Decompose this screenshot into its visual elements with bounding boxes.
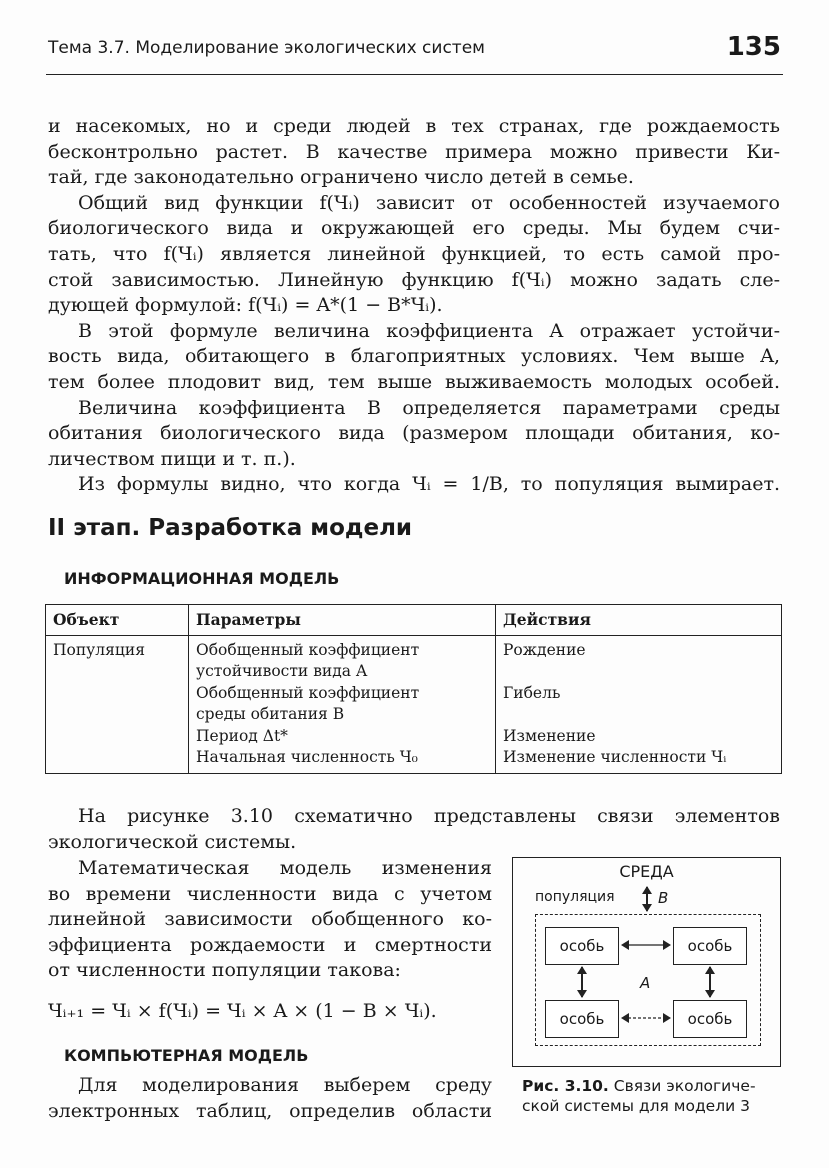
math-paragraph [48, 856, 492, 984]
action-line: Изменение [503, 726, 596, 745]
text-line: тай, где законодательно ограничено число детей в семье. [48, 166, 634, 189]
object-cell: Популяция [46, 635, 189, 773]
individual-box: особь [545, 927, 619, 965]
section-heading: II этап. Разработка модели [48, 515, 413, 541]
action-line: Гибель [503, 683, 561, 702]
last-paragraph [48, 1073, 492, 1124]
table-row [46, 635, 782, 773]
formula-text: Чᵢ₊₁ = Чᵢ × f(Чᵢ) = Чᵢ × A × (1 − B × Чᵢ). [48, 1000, 437, 1022]
parameter-line: среды обитания B [196, 705, 345, 723]
info-model-heading: ИНФОРМАЦИОННАЯ МОДЕЛЬ [64, 569, 340, 588]
caption-text: ской системы для модели 3 [522, 1097, 750, 1115]
paragraph-1 [48, 114, 780, 191]
text-line: экологической системы. [48, 830, 297, 853]
text-line: эффициента рождаемости и смертности [48, 933, 492, 956]
text-line: Из формулы видно, что когда Чᵢ = 1/B, то популяция вымирает. [78, 473, 780, 496]
text-line: На рисунке 3.10 схематично представлены связи элементов [78, 805, 780, 827]
text-line: от численности популяции такова: [48, 959, 401, 982]
action-line: Рождение [503, 640, 586, 659]
paragraph-5 [48, 472, 780, 498]
text-line: стой зависимостью. Линейную функцию f(Чᵢ) можно задать сле- [48, 268, 780, 291]
individual-box: особь [673, 927, 747, 965]
paragraph-3 [48, 319, 780, 396]
b-label: B [658, 889, 669, 907]
text-line: обитания биологического вида (размером площади обитания, ко- [48, 422, 780, 445]
text-line: электронных таблиц, определив области [48, 1099, 492, 1122]
text-line: дующей формулой: f(Чᵢ) = A*(1 − B*Чᵢ). [48, 294, 443, 317]
table-header-row [46, 605, 782, 636]
after-table-paragraph [48, 804, 780, 855]
text-line: и насекомых, но и среди людей в тех странах, где рождаемость [48, 115, 780, 137]
double-arrow-icon [619, 1011, 673, 1025]
info-model-table [45, 604, 782, 774]
actions-cell [496, 635, 782, 773]
ecosystem-diagram [512, 857, 781, 1067]
text-line: тем более плодовит вид, тем выше выживаемость молодых особей. [48, 370, 780, 393]
paragraph-2 [48, 191, 780, 319]
individual-box: особь [673, 1000, 747, 1038]
text-line: В этой формуле величина коэффициента A отражает устойчи- [78, 319, 780, 342]
parameter-line: Обобщенный коэффициент [196, 683, 420, 702]
paragraph-4 [48, 396, 780, 473]
body-text [48, 114, 780, 498]
computer-model-heading: КОМПЬЮТЕРНАЯ МОДЕЛЬ [64, 1046, 309, 1065]
page-number: 135 [726, 32, 781, 62]
caption-number: Рис. 3.10. [522, 1077, 609, 1095]
double-arrow-icon [575, 964, 589, 1000]
text-line: вость вида, обитающего в благоприятных условиях. Чем выше A, [48, 345, 780, 368]
text-line: Общий вид функции f(Чᵢ) зависит от особенностей изучаемого [78, 191, 780, 214]
parameter-line: Период Δt* [196, 726, 288, 745]
text-line: бесконтрольно растет. В качестве примера можно привести Ки- [48, 140, 780, 163]
caption-text: Связи экологиче- [613, 1077, 756, 1095]
text-line: тать, что f(Чᵢ) является линейной функцией, то есть самой про- [48, 242, 780, 265]
text-line: личеством пищи и т. п.). [48, 447, 296, 470]
running-header: Тема 3.7. Моделирование экологических систем [48, 38, 485, 58]
text-line: Величина коэффициента B определяется параметрами среды [78, 396, 780, 419]
action-line: Изменение численности Чᵢ [503, 748, 727, 766]
parameter-line: Обобщенный коэффициент [196, 640, 420, 659]
double-arrow-icon [703, 964, 717, 1000]
col-header: Параметры [189, 605, 496, 636]
individual-box: особь [545, 1000, 619, 1038]
header-rule [46, 74, 783, 75]
text-line: во времени численности вида с учетом [48, 882, 492, 905]
double-arrow-icon [640, 884, 654, 914]
col-header: Объект [46, 605, 189, 636]
environment-label: СРЕДА [619, 862, 674, 881]
parameters-cell [189, 635, 496, 773]
spacer [503, 661, 774, 683]
parameter-line: Начальная численность Ч₀ [196, 748, 418, 766]
text-line: линейной зависимости обобщенного ко- [48, 908, 492, 931]
parameter-line: устойчивости вида A [196, 662, 368, 680]
text-line: биологического вида и окружающей его среды. Мы будем счи- [48, 217, 780, 240]
a-label: A [640, 974, 651, 992]
text-line: Математическая модель изменения [78, 857, 492, 879]
double-arrow-icon [619, 938, 673, 952]
formula [48, 999, 492, 1025]
text-line: Для моделирования выберем среду [78, 1074, 492, 1096]
spacer [503, 704, 774, 726]
col-header: Действия [496, 605, 782, 636]
figure-caption [522, 1076, 756, 1116]
population-label: популяция [535, 889, 615, 905]
